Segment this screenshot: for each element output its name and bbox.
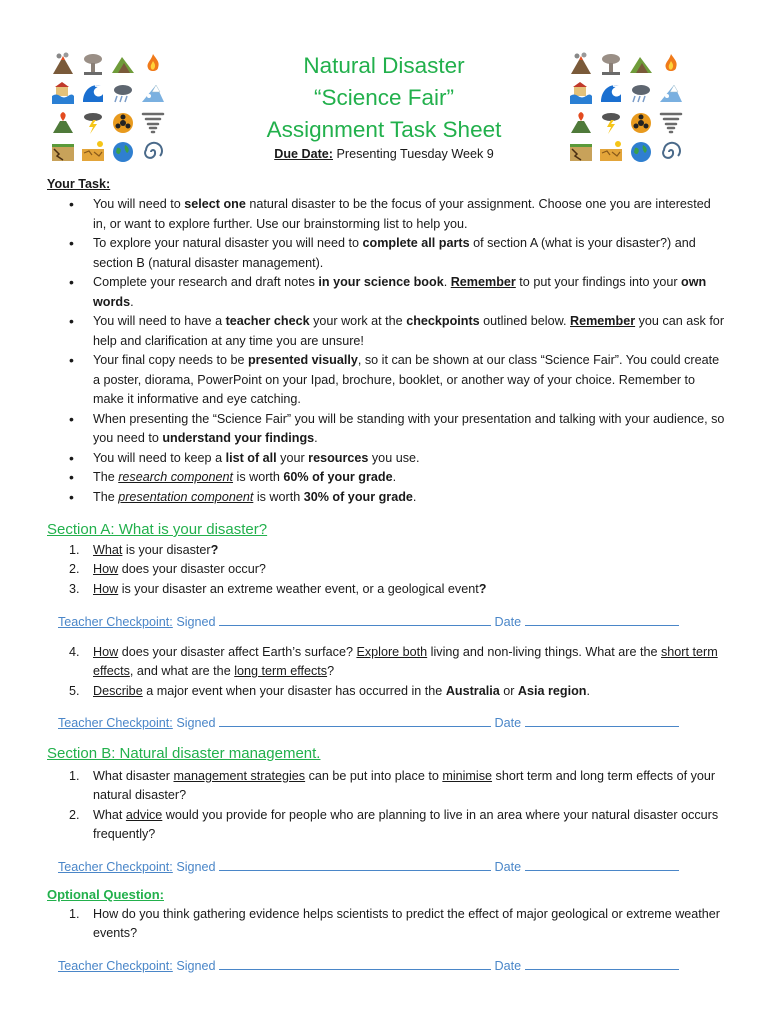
biohazard-icon [627, 109, 656, 137]
signature-line[interactable] [219, 615, 491, 626]
checkpoint-label: Teacher Checkpoint: [58, 615, 173, 629]
signature-line[interactable] [219, 959, 491, 970]
section-a-questions-1 [47, 541, 725, 599]
optional-heading: Optional Question: [47, 887, 164, 902]
question-number: 2. [69, 562, 80, 577]
section-a-questions-2 [47, 643, 725, 701]
title-line-1: Natural Disaster [303, 53, 465, 78]
section-b-heading: Section B: Natural disaster management. [47, 745, 321, 762]
signed-label: Signed [176, 716, 216, 730]
earthquake-icon [566, 138, 595, 166]
tsunami-icon [596, 79, 625, 107]
question-number: 3. [69, 581, 80, 596]
task-heading: Your Task: [47, 177, 111, 191]
landslide-icon [109, 50, 138, 78]
task-bullet: • You will need to have a teacher check your work at the checkpoints outlined below. Remember you can ask for help and clarification at any time you are unsure! [47, 312, 725, 351]
wildfire-icon [657, 50, 686, 78]
date-label: Date [494, 716, 522, 730]
title-line-3: Assignment Task Sheet [266, 117, 502, 142]
eruption-icon [566, 109, 595, 137]
tornado-icon [657, 109, 686, 137]
lightning-icon [78, 109, 107, 137]
task-bullet: • You will need to keep a list of all your resources you use. [47, 449, 725, 469]
question-item: 3. How is your disaster an extreme weather event, or a geological event? [47, 580, 725, 599]
date-label: Date [494, 860, 522, 874]
signature-line[interactable] [219, 716, 491, 727]
cyclone-icon [657, 138, 686, 166]
earthquake-icon [48, 138, 77, 166]
wildfire-icon [139, 50, 168, 78]
task-list [47, 195, 725, 507]
volcano-icon [566, 50, 595, 78]
signed-label: Signed [176, 860, 216, 874]
task-bullet: • The research component is worth 60% of your grade. [47, 468, 725, 488]
mushroom-cloud-icon [78, 50, 107, 78]
volcano-icon [48, 50, 77, 78]
question-number: 5. [69, 683, 80, 698]
storm-cloud-icon [627, 79, 656, 107]
date-line[interactable] [525, 716, 679, 727]
disaster-icons-left [48, 50, 168, 166]
task-bullet: • To explore your natural disaster you will need to complete all parts of section A (what is your disaster?) and section B (natural disaster management). [47, 234, 725, 273]
question-item: 2. How does your disaster occur? [47, 560, 725, 579]
question-item: 1. How do you think gathering evidence helps scientists to predict the effect of major geological or extreme weather events? [69, 907, 721, 941]
teacher-checkpoint-1 [58, 615, 718, 629]
landslide-icon [627, 50, 656, 78]
checkpoint-label: Teacher Checkpoint: [58, 860, 173, 874]
biohazard-icon [109, 109, 138, 137]
date-line[interactable] [525, 959, 679, 970]
optional-questions [47, 905, 725, 944]
task-bullet: • The presentation component is worth 30% of your grade. [47, 488, 725, 508]
task-bullet: • Your final copy needs to be presented visually, so it can be shown at our class “Science Fair”. You could create a poster, diorama, PowerPoint on your Ipad, brochure, booklet, or another way of your choice. Remember to make it informative and eye catching. [47, 351, 725, 410]
globe-icon [627, 138, 656, 166]
section-b-questions [47, 767, 725, 844]
task-bullet: • Complete your research and draft notes in your science book. Remember to put your findings into your own words. [47, 273, 725, 312]
due-date [200, 147, 568, 161]
question-item: 1. What is your disaster? [47, 541, 725, 560]
date-label: Date [494, 959, 522, 973]
avalanche-icon [139, 79, 168, 107]
checkpoint-label: Teacher Checkpoint: [58, 959, 173, 973]
tsunami-icon [78, 79, 107, 107]
cyclone-icon [139, 138, 168, 166]
question-number: 2. [69, 807, 80, 822]
teacher-checkpoint-2 [58, 716, 718, 730]
question-item: 2. What advice would you provide for people who are planning to live in an area where your natural disaster occurs frequently? [69, 807, 719, 841]
flood-icon [566, 79, 595, 107]
question-item: 5. Describe a major event when your disaster has occurred in the Australia or Asia region. [47, 682, 725, 701]
eruption-icon [48, 109, 77, 137]
drought-icon [78, 138, 107, 166]
flood-icon [48, 79, 77, 107]
tornado-icon [139, 109, 168, 137]
checkpoint-label: Teacher Checkpoint: [58, 716, 173, 730]
drought-icon [596, 138, 625, 166]
due-label: Due Date: [274, 147, 333, 161]
avalanche-icon [657, 79, 686, 107]
teacher-checkpoint-4 [58, 959, 718, 973]
signature-line[interactable] [219, 860, 491, 871]
date-label: Date [494, 615, 522, 629]
section-a-heading: Section A: What is your disaster? [47, 521, 268, 538]
mushroom-cloud-icon [596, 50, 625, 78]
question-number: 4. [69, 645, 80, 659]
signed-label: Signed [176, 615, 216, 629]
question-number: 1. [69, 543, 80, 557]
disaster-icons-right [566, 50, 686, 166]
lightning-icon [596, 109, 625, 137]
due-value: Presenting Tuesday Week 9 [336, 147, 494, 161]
task-bullet: • When presenting the “Science Fair” you will be standing with your presentation and talking with your audience, so you need to understand your findings. [47, 410, 725, 449]
question-item: 4. How does your disaster affect Earth’s surface? Explore both living and non-living things. What are the short term effects, and what are the long term effects? [69, 645, 718, 679]
signed-label: Signed [176, 959, 216, 973]
task-bullet: • You will need to select one natural disaster to be the focus of your assignment. Choose one you are interested in, or want to explore further. Use our brainstorming list to help you. [47, 195, 725, 234]
date-line[interactable] [525, 860, 679, 871]
storm-cloud-icon [109, 79, 138, 107]
question-number: 1. [69, 769, 80, 783]
date-line[interactable] [525, 615, 679, 626]
question-item: 1. What disaster management strategies can be put into place to minimise short term and long term effects of your natural disaster? [69, 769, 716, 803]
globe-icon [109, 138, 138, 166]
title-line-2: “Science Fair” [313, 85, 455, 110]
question-number: 1. [69, 907, 80, 921]
teacher-checkpoint-3 [58, 860, 718, 874]
